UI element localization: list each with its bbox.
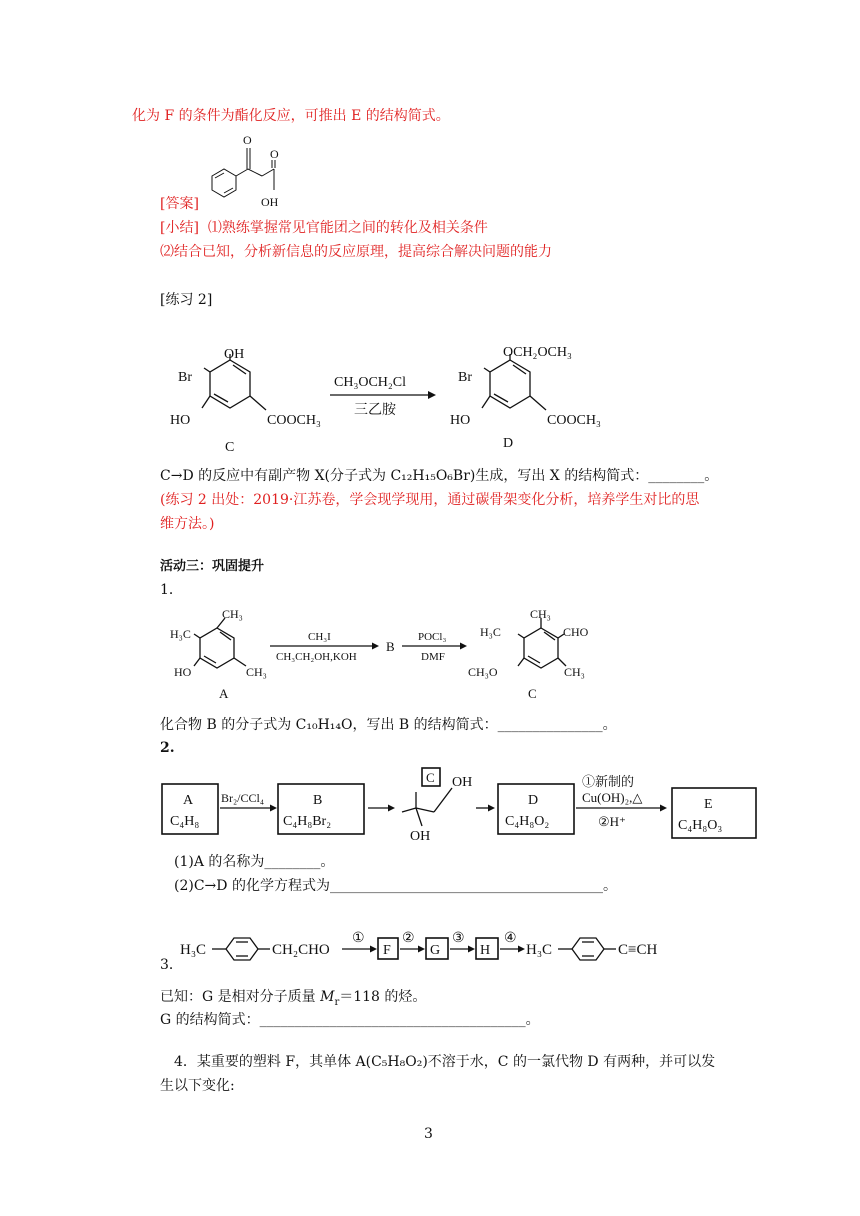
box-b-formula: C₄H₈Br₂ xyxy=(283,814,332,829)
q4-line-2: 生以下变化: xyxy=(160,1078,235,1094)
q1-number: 1． xyxy=(160,582,183,598)
q3-end-left: H₃C xyxy=(526,942,553,958)
q1-scheme xyxy=(170,604,610,704)
box-a-formula: C₄H₈ xyxy=(170,814,200,829)
summary-label: [小结] xyxy=(160,220,199,236)
reagent-bottom: 三乙胺 xyxy=(354,403,396,418)
c-oh: OH xyxy=(224,347,245,362)
answer-o2: O xyxy=(270,147,279,161)
q3-known-prefix: 已知：G 是相对分子质量 xyxy=(160,989,321,1005)
reagent-de-top: ①新制的 xyxy=(582,774,635,789)
a-label: A xyxy=(219,686,229,701)
reaction-c-to-d xyxy=(170,340,620,455)
reagent2-bottom: DMF xyxy=(421,651,445,663)
q3-step4: ④ xyxy=(504,931,517,946)
box-d-formula: C₄H₈O₂ xyxy=(505,814,550,829)
practice2-label: [练习 2] xyxy=(160,292,213,308)
summary-text-1: ⑴熟练掌握常见官能团之间的转化及相关条件 xyxy=(207,220,488,236)
q4-line-1: 4．某重要的塑料 F，其单体 A(C₅H₈O₂)不溶于水，C 的一氯代物 D 有两种，并可以发 xyxy=(174,1054,716,1070)
q3-known-sub: r xyxy=(334,996,340,1008)
c-ch3-right: CH₃ xyxy=(564,665,585,679)
c-h3c: H₃C xyxy=(480,625,501,639)
box-a-label: A xyxy=(183,793,194,808)
q3-box-f: F xyxy=(383,943,391,958)
d-ester: COOCH₃ xyxy=(547,413,601,428)
c-oh-top: OH xyxy=(452,775,473,790)
a-ch3-top: CH₃ xyxy=(222,607,243,621)
summary-line-2: ⑵结合已知，分析新信息的反应原理，提高综合解决问题的能力 xyxy=(160,244,552,260)
q3-step3: ③ xyxy=(452,931,465,946)
q2-number: 2. xyxy=(160,740,175,756)
c-cho: CHO xyxy=(563,625,589,639)
q3-start-right: CH₂CHO xyxy=(272,942,330,958)
q3-end-right: C≡CH xyxy=(618,942,658,958)
practice2-source-2: 维方法。) xyxy=(160,516,215,532)
q3-g-formula: G 的结构简式：______________________________________。 xyxy=(160,1012,540,1028)
q3-known-m: M xyxy=(320,989,335,1005)
d-label: D xyxy=(503,436,514,451)
answer-oh: OH xyxy=(261,195,279,209)
reagent-de-mid: Cu(OH)₂,△ xyxy=(582,790,643,805)
reagent1-bottom: CH₃CH₂OH,KOH xyxy=(276,651,357,663)
reagent2-top: POCl₃ xyxy=(418,631,447,643)
d-ho: HO xyxy=(450,413,471,428)
b-label: B xyxy=(386,639,395,654)
reagent1-top: CH₃I xyxy=(308,631,331,643)
q2-sub2: (2)C→D 的化学方程式为_______________________________________。 xyxy=(174,878,617,894)
c-oh-bottom: OH xyxy=(410,829,431,844)
c-ho: HO xyxy=(170,413,191,428)
c-ch3-top: CH₃ xyxy=(530,607,551,621)
reagent-ab: Br₂/CCl₄ xyxy=(221,791,265,805)
box-e-label: E xyxy=(704,797,713,812)
c-br: Br xyxy=(178,370,192,385)
q3-step2: ② xyxy=(402,931,415,946)
a-h3c: H₃C xyxy=(170,627,191,641)
answer-structure xyxy=(200,128,310,210)
c-ch3o: CH₃O xyxy=(468,665,498,679)
q3-known-suffix: ＝118 的烃。 xyxy=(339,989,427,1005)
practice2-source-1: (练习 2 出处：2019·江苏卷，学会现学现用，通过碳骨架变化分析，培养学生对比的思 xyxy=(160,492,700,508)
intro-line: 化为 F 的条件为酯化反应，可推出 E 的结构简式。 xyxy=(132,108,450,124)
answer-label: [答案] xyxy=(160,196,199,212)
q3-box-h: H xyxy=(480,943,491,958)
d-br: Br xyxy=(458,370,472,385)
c-label: C xyxy=(528,686,537,701)
q3-start-left: H₃C xyxy=(180,942,207,958)
reagent-top: CH₃OCH₂Cl xyxy=(334,375,406,390)
d-methoxymethoxy: OCH₂OCH₃ xyxy=(503,345,572,360)
box-d-label: D xyxy=(528,793,539,808)
box-e-formula: C₄H₈O₃ xyxy=(678,818,723,833)
q3-number: 3． xyxy=(160,957,183,973)
a-ch3-right: CH₃ xyxy=(246,665,267,679)
box-b-label: B xyxy=(313,793,323,808)
q2-sub1: (1)A 的名称为________。 xyxy=(174,854,335,870)
page-number: 3 xyxy=(424,1126,433,1142)
reagent-de-bottom: ②H⁺ xyxy=(598,814,626,829)
q3-known xyxy=(160,987,426,1013)
practice2-question: C→D 的反应中有副产物 X(分子式为 C₁₂H₁₅O₆Br)生成，写出 X 的结构简式：________。 xyxy=(160,468,719,484)
q1-question: 化合物 B 的分子式为 C₁₀H₁₄O，写出 B 的结构简式：_______________。 xyxy=(160,717,617,733)
q3-step1: ① xyxy=(352,931,365,946)
c-ester: COOCH₃ xyxy=(267,413,321,428)
c-box-label: C xyxy=(426,770,435,785)
activity3-title: 活动三：巩固提升 xyxy=(160,559,265,574)
c-label: C xyxy=(225,440,235,455)
q3-scheme xyxy=(180,926,690,970)
summary-line-1 xyxy=(160,218,488,238)
q2-scheme xyxy=(158,762,758,850)
a-ho: HO xyxy=(174,665,192,679)
q3-box-g: G xyxy=(430,943,441,958)
answer-o1: O xyxy=(243,133,252,147)
